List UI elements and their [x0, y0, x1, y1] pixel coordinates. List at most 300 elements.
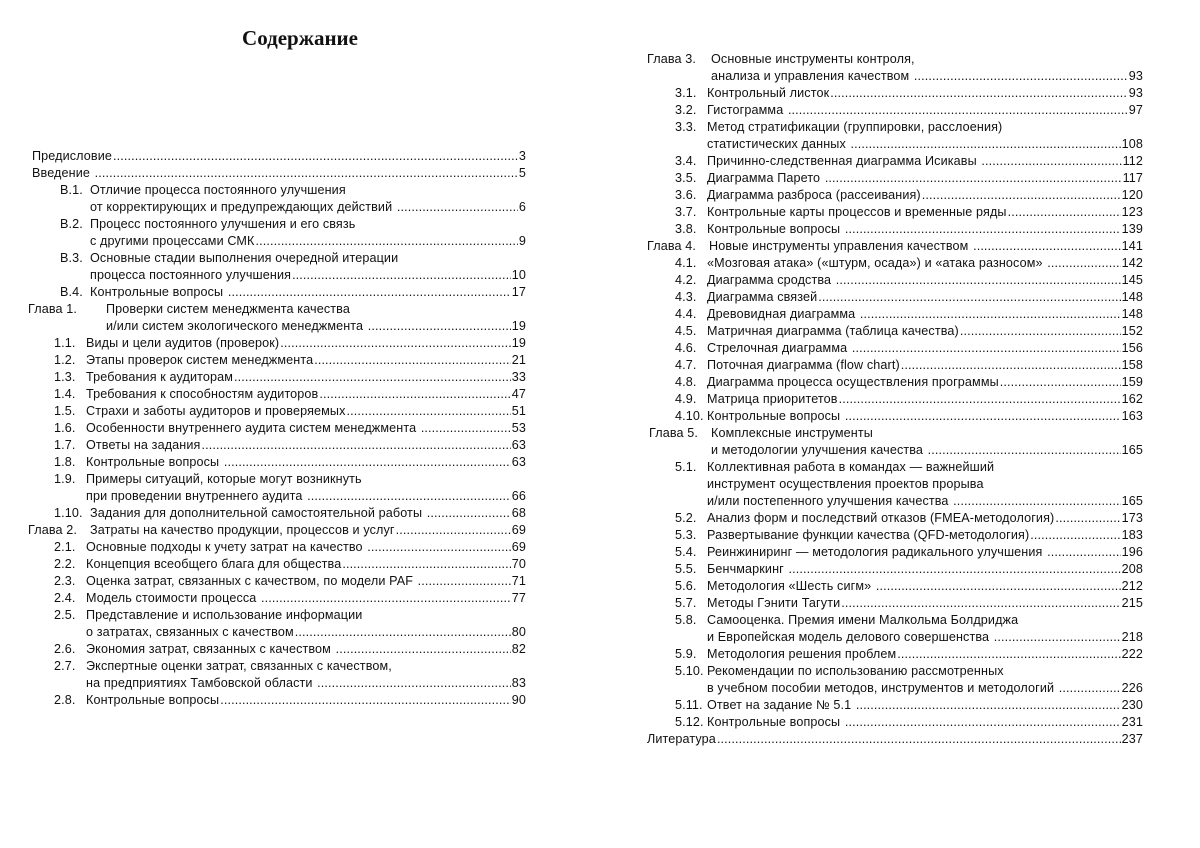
toc-entry-line: [675, 204, 1143, 221]
toc-entry: [647, 578, 1143, 595]
toc-entry-number: 1.2.: [54, 353, 76, 367]
toc-entry: [647, 272, 1143, 289]
dot-leader: [95, 165, 518, 182]
toc-entry-title: Предисловие: [32, 149, 113, 163]
toc-entry-title: Затраты на качество продукции, процессов и услуг: [90, 523, 395, 537]
toc-entry-line: [54, 658, 526, 675]
toc-entry-title: Реинжиниринг — методология радикального улучшения: [707, 545, 1047, 559]
toc-page-number: 63: [511, 455, 526, 469]
toc-entry-line: [54, 437, 526, 454]
toc-page-number: 19: [511, 336, 526, 350]
toc-page-number: 173: [1121, 511, 1143, 525]
toc-page-number: 5: [518, 166, 526, 180]
toc-page-number: 66: [511, 489, 526, 503]
dot-leader: [261, 590, 511, 607]
toc-entry-line: [675, 714, 1143, 731]
toc-entry: [647, 544, 1143, 561]
toc-entry-number: 5.11.: [675, 698, 703, 712]
toc-entry: [647, 459, 1143, 510]
dot-leader: [922, 187, 1121, 204]
dot-leader: [788, 561, 1120, 578]
toc-entry: [28, 539, 526, 556]
dot-leader: [839, 391, 1121, 408]
toc-entry-number: 3.8.: [675, 222, 697, 236]
toc-entry-number: 1.3.: [54, 370, 76, 384]
toc-entry: [647, 510, 1143, 527]
toc-entry: [647, 731, 1143, 748]
toc-entry: [647, 340, 1143, 357]
toc-entry-line: [675, 595, 1143, 612]
toc-entry-line: [54, 556, 526, 573]
dot-leader: [788, 102, 1128, 119]
toc-page-number: 148: [1121, 307, 1143, 321]
toc-entry-title: Древовидная диаграмма: [707, 307, 859, 321]
toc-entry-title: Экономия затрат, связанных с качеством: [86, 642, 335, 656]
toc-entry-line: [54, 335, 526, 352]
toc-entry: [647, 238, 1143, 255]
toc-entry-line: [675, 578, 1143, 595]
toc-entry: [28, 386, 526, 403]
dot-leader: [319, 386, 510, 403]
toc-entry-line: [54, 692, 526, 709]
toc-entry-number: 5.12.: [675, 715, 704, 729]
toc-entry-line: [675, 459, 1143, 476]
toc-entry-title: Контрольные вопросы: [86, 455, 223, 469]
toc-entry-number: Глава 2.: [28, 523, 77, 537]
toc-entry: [28, 369, 526, 386]
toc-entry-title: «Мозговая атака» («штурм, осада») и «атака разносом»: [707, 256, 1047, 270]
toc-entry: [28, 556, 526, 573]
toc-page-number: 9: [518, 234, 526, 248]
dot-leader: [418, 573, 511, 590]
toc-entry-title: с другими процессами СМК: [90, 234, 255, 248]
toc-entry-number: 1.4.: [54, 387, 76, 401]
toc-entry-number: 5.1.: [675, 460, 697, 474]
dot-leader: [717, 731, 1121, 748]
toc-entry: [28, 607, 526, 641]
toc-page-number: 70: [511, 557, 526, 571]
toc-entry-line: [647, 731, 1143, 748]
toc-entry-title: Рекомендации по использованию рассмотренных: [707, 664, 1004, 678]
toc-entry-title: Контрольные вопросы: [90, 285, 227, 299]
toc-entry: [647, 561, 1143, 578]
toc-entry: [647, 595, 1143, 612]
toc-entry-line: [675, 391, 1143, 408]
toc-entry-number: Глава 1.: [28, 302, 77, 316]
toc-entry: [28, 352, 526, 369]
toc-entry-number: В.3.: [60, 251, 83, 265]
toc-entry-title: Особенности внутреннего аудита систем менеджмента: [86, 421, 420, 435]
toc-entry-line: [675, 493, 1143, 510]
toc-page-number: 183: [1121, 528, 1143, 542]
toc-page-number: 112: [1122, 154, 1143, 168]
dot-leader: [897, 646, 1120, 663]
toc-page-number: 196: [1121, 545, 1143, 559]
dot-leader: [228, 284, 511, 301]
toc-page-number: 120: [1121, 188, 1143, 202]
toc-entry-title: от корректирующих и предупреждающих действий: [90, 200, 396, 214]
dot-leader: [367, 539, 510, 556]
dot-leader: [830, 85, 1128, 102]
toc-entry-line: [675, 187, 1143, 204]
dot-leader: [860, 306, 1121, 323]
toc-entry-line: [54, 590, 526, 607]
dot-leader: [851, 136, 1121, 153]
toc-entry-number: 4.9.: [675, 392, 697, 406]
toc-entry-line: [54, 539, 526, 556]
toc-entry-number: 3.3.: [675, 120, 697, 134]
toc-entry-title: Контрольные вопросы: [707, 409, 844, 423]
dot-leader: [818, 289, 1120, 306]
dot-leader: [307, 488, 511, 505]
toc-entry-title: Матрица приоритетов: [707, 392, 838, 406]
toc-entry-title: Требования к аудиторам: [86, 370, 233, 384]
dot-leader: [113, 148, 518, 165]
toc-entry-title: и методологии улучшения качества: [711, 443, 927, 457]
toc-entry-number: 4.8.: [675, 375, 697, 389]
toc-entry: [647, 527, 1143, 544]
toc-entry-number: 1.10.: [54, 506, 83, 520]
toc-entry-number: 1.6.: [54, 421, 76, 435]
toc-entry-title: Диаграмма связей: [707, 290, 818, 304]
toc-page-number: 90: [511, 693, 526, 707]
dot-leader: [421, 420, 511, 437]
toc-page-number: 156: [1121, 341, 1143, 355]
dot-leader: [336, 641, 511, 658]
toc-entry-line: [60, 216, 526, 233]
toc-entry: [647, 221, 1143, 238]
toc-entry-line: [54, 675, 526, 692]
toc-entry-number: 5.2.: [675, 511, 697, 525]
toc-entry-number: 5.7.: [675, 596, 697, 610]
toc-entry-line: [675, 85, 1143, 102]
toc-entry-line: [675, 663, 1143, 680]
dot-leader: [1059, 680, 1121, 697]
toc-entry-title: Проверки систем менеджмента качества: [106, 302, 350, 316]
dot-leader: [1047, 255, 1120, 272]
dot-leader: [317, 675, 511, 692]
dot-leader: [845, 408, 1121, 425]
toc-entry-number: 4.7.: [675, 358, 697, 372]
dot-leader: [224, 454, 511, 471]
toc-entry-line: [647, 51, 1143, 68]
toc-entry-line: [675, 646, 1143, 663]
toc-page-number: 97: [1128, 103, 1143, 117]
toc-entry: [647, 391, 1143, 408]
toc-page-number: 148: [1121, 290, 1143, 304]
toc-entry: [647, 408, 1143, 425]
toc-entry-number: Глава 4.: [647, 239, 696, 253]
toc-entry-title: Диаграмма Парето: [707, 171, 824, 185]
toc-entry-line: [54, 505, 526, 522]
toc-entry: [647, 425, 1143, 459]
toc-entry: [647, 374, 1143, 391]
toc-entry-line: [675, 408, 1143, 425]
toc-entry-number: 4.10.: [675, 409, 704, 423]
toc-right-column: [647, 51, 1143, 748]
toc-entry-title: Примеры ситуаций, которые могут возникнуть: [86, 472, 362, 486]
toc-entry-title: Представление и использование информации: [86, 608, 363, 622]
toc-entry-number: 1.5.: [54, 404, 76, 418]
toc-entry-title: Развертывание функции качества (QFD-методология): [707, 528, 1030, 542]
toc-entry-line: [675, 697, 1143, 714]
toc-entry: [28, 284, 526, 301]
dot-leader: [845, 221, 1121, 238]
toc-entry-title: Основные стадии выполнения очередной итерации: [90, 251, 399, 265]
toc-page-number: 158: [1121, 358, 1143, 372]
dot-leader: [1008, 204, 1121, 221]
toc-entry: [28, 335, 526, 352]
toc-entry-line: [675, 221, 1143, 238]
dot-leader: [1000, 374, 1121, 391]
toc-entry: [28, 301, 526, 335]
dot-leader: [1055, 510, 1120, 527]
toc-page-number: 117: [1122, 171, 1143, 185]
toc-page-number: 108: [1121, 137, 1143, 151]
toc-entry-number: В.1.: [60, 183, 83, 197]
toc-page-number: 93: [1128, 86, 1143, 100]
toc-entry-title: Контрольный листок: [707, 86, 830, 100]
toc-entry-number: 2.8.: [54, 693, 76, 707]
toc-entry-title: Стрелочная диаграмма: [707, 341, 851, 355]
toc-entry-number: 5.3.: [675, 528, 697, 542]
dot-leader: [255, 233, 517, 250]
toc-entry: [28, 573, 526, 590]
toc-entry-line: [54, 471, 526, 488]
toc-entry-title: Поточная диаграмма (flow chart): [707, 358, 900, 372]
toc-entry-line: [54, 641, 526, 658]
dot-leader: [234, 369, 511, 386]
toc-entry: [647, 612, 1143, 646]
dot-leader: [856, 697, 1121, 714]
toc-entry-line: [675, 306, 1143, 323]
toc-page-number: 162: [1121, 392, 1143, 406]
toc-entry-title: Гистограмма: [707, 103, 787, 117]
dot-leader: [314, 352, 511, 369]
toc-entry-title: и Европейская модель делового совершенства: [707, 630, 993, 644]
toc-entry-title: Экспертные оценки затрат, связанных с качеством,: [86, 659, 392, 673]
toc-entry-title: инструмент осуществления проектов прорыва: [707, 477, 984, 491]
toc-entry: [647, 102, 1143, 119]
toc-page-number: 165: [1121, 494, 1143, 508]
toc-entry-line: [675, 476, 1143, 493]
toc-entry: [647, 255, 1143, 272]
toc-entry-title: и/или постепенного улучшения качества: [707, 494, 953, 508]
toc-page-number: 231: [1121, 715, 1143, 729]
toc-entry-title: Ответы на задания: [86, 438, 201, 452]
toc-page-number: 237: [1121, 732, 1143, 746]
dot-leader: [994, 629, 1121, 646]
toc-entry-line: [54, 403, 526, 420]
toc-entry-number: 3.7.: [675, 205, 697, 219]
dot-leader: [342, 556, 510, 573]
toc-entry-number: 5.4.: [675, 545, 697, 559]
toc-entry: [647, 51, 1143, 85]
toc-entry-title: Этапы проверок систем менеджмента: [86, 353, 314, 367]
toc-entry-line: [649, 442, 1143, 459]
toc-entry-number: 3.1.: [675, 86, 697, 100]
toc-entry-title: в учебном пособии методов, инструментов и методологий: [707, 681, 1058, 695]
toc-page-number: 139: [1121, 222, 1143, 236]
toc-entry: [28, 148, 526, 165]
toc-entry-line: [54, 352, 526, 369]
toc-entry-title: Задания для дополнительной самостоятельной работы: [90, 506, 426, 520]
toc-entry: [647, 646, 1143, 663]
toc-page-number: 63: [511, 438, 526, 452]
toc-entry-line: [675, 527, 1143, 544]
toc-page-number: 53: [511, 421, 526, 435]
toc-entry-line: [675, 170, 1143, 187]
toc-page-number: 145: [1121, 273, 1143, 287]
toc-entry: [28, 165, 526, 182]
toc-left-column: [28, 148, 526, 709]
toc-page-number: 82: [511, 642, 526, 656]
dot-leader: [825, 170, 1122, 187]
dot-leader: [1030, 527, 1120, 544]
toc-entry: [28, 692, 526, 709]
toc-entry: [28, 590, 526, 607]
toc-entry-line: [675, 544, 1143, 561]
toc-entry-number: 3.6.: [675, 188, 697, 202]
dot-leader: [960, 323, 1121, 340]
toc-entry-number: Глава 3.: [647, 52, 696, 66]
toc-entry: [647, 357, 1143, 374]
toc-entry-line: [54, 488, 526, 505]
toc-entry-number: В.2.: [60, 217, 83, 231]
dot-leader: [901, 357, 1121, 374]
toc-entry-number: 5.9.: [675, 647, 697, 661]
dot-leader: [836, 272, 1121, 289]
toc-entry-line: [60, 250, 526, 267]
toc-entry-line: [54, 386, 526, 403]
toc-entry-line: [54, 607, 526, 624]
toc-entry-title: и/или систем экологического менеджмента: [106, 319, 367, 333]
dot-leader: [973, 238, 1121, 255]
toc-entry-title: Методология «Шесть сигм»: [707, 579, 875, 593]
toc-entry-number: 4.1.: [675, 256, 697, 270]
toc-entry-title: Самооценка. Премия имени Малкольма Болдриджа: [707, 613, 1019, 627]
toc-page-number: 83: [511, 676, 526, 690]
toc-entry-title: Диаграмма сродства: [707, 273, 835, 287]
toc-entry: [647, 187, 1143, 204]
toc-page-number: 226: [1121, 681, 1143, 695]
toc-entry-number: 5.6.: [675, 579, 697, 593]
toc-entry-title: Контрольные вопросы: [86, 693, 220, 707]
toc-entry-title: Причинно-следственная диаграмма Исикавы: [707, 154, 981, 168]
toc-entry-line: [32, 165, 526, 182]
toc-entry-line: [60, 233, 526, 250]
toc-entry-number: 5.5.: [675, 562, 697, 576]
toc-entry-number: 4.6.: [675, 341, 697, 355]
toc-entry-number: Глава 5.: [649, 426, 698, 440]
dot-leader: [220, 692, 511, 709]
toc-entry: [647, 289, 1143, 306]
toc-entry-line: [54, 573, 526, 590]
toc-page-number: 77: [511, 591, 526, 605]
toc-page-number: 212: [1121, 579, 1143, 593]
toc-entry-line: [60, 199, 526, 216]
toc-entry-title: Страхи и заботы аудиторов и проверяемых: [86, 404, 346, 418]
toc-entry-line: [675, 136, 1143, 153]
toc-entry-title: на предприятиях Тамбовской области: [86, 676, 317, 690]
toc-entry-title: Комплексные инструменты: [711, 426, 873, 440]
dot-leader: [953, 493, 1120, 510]
dot-leader: [201, 437, 510, 454]
toc-entry-title: Контрольные карты процессов и временные ряды: [707, 205, 1007, 219]
toc-entry-line: [60, 182, 526, 199]
toc-entry-line: [675, 680, 1143, 697]
toc-entry-line: [675, 323, 1143, 340]
toc-entry-title: Метод стратификации (группировки, расслоения): [707, 120, 1003, 134]
toc-entry-line: [675, 272, 1143, 289]
toc-entry: [647, 119, 1143, 153]
toc-entry-number: 1.1.: [54, 336, 76, 350]
toc-entry-number: 4.2.: [675, 273, 697, 287]
toc-page-number: 69: [511, 523, 526, 537]
toc-entry-title: анализа и управления качеством: [711, 69, 913, 83]
toc-entry-line: [647, 68, 1143, 85]
toc-entry-title: Диаграмма процесса осуществления программы: [707, 375, 999, 389]
toc-entry: [28, 471, 526, 505]
toc-entry-line: [32, 148, 526, 165]
toc-entry-number: 4.4.: [675, 307, 697, 321]
toc-page-number: 68: [511, 506, 526, 520]
toc-entry-line: [54, 624, 526, 641]
toc-page-number: 93: [1128, 69, 1143, 83]
toc-entry-line: [54, 420, 526, 437]
toc-entry: [28, 522, 526, 539]
toc-entry-title: Контрольные вопросы: [707, 715, 844, 729]
toc-entry: [647, 170, 1143, 187]
toc-entry: [647, 714, 1143, 731]
toc-entry-title: Диаграмма разброса (рассеивания): [707, 188, 921, 202]
toc-entry-line: [675, 629, 1143, 646]
dot-leader: [368, 318, 511, 335]
toc-entry-number: 2.6.: [54, 642, 76, 656]
toc-page-number: 21: [511, 353, 526, 367]
dot-leader: [292, 267, 511, 284]
toc-entry: [647, 697, 1143, 714]
toc-entry: [28, 437, 526, 454]
toc-entry-title: Модель стоимости процесса: [86, 591, 261, 605]
toc-entry-number: 1.7.: [54, 438, 76, 452]
toc-entry-number: 2.4.: [54, 591, 76, 605]
dot-leader: [427, 505, 511, 522]
toc-entry-number: 5.10.: [675, 664, 704, 678]
toc-entry-number: 2.1.: [54, 540, 76, 554]
toc-page-number: 222: [1121, 647, 1143, 661]
dot-leader: [845, 714, 1121, 731]
toc-page-number: 230: [1121, 698, 1143, 712]
toc-entry-number: 2.5.: [54, 608, 76, 622]
toc-entry-title: Новые инструменты управления качеством: [709, 239, 973, 253]
toc-page-number: 71: [511, 574, 526, 588]
toc-entry-number: 2.7.: [54, 659, 76, 673]
dot-leader: [280, 335, 511, 352]
toc-entry-title: Матричная диаграмма (таблица качества): [707, 324, 959, 338]
toc-entry-line: [647, 238, 1143, 255]
toc-page-number: 3: [518, 149, 526, 163]
toc-entry-title: Анализ форм и последствий отказов (FMEA-методология): [707, 511, 1055, 525]
toc-entry-number: 4.5.: [675, 324, 697, 338]
dot-leader: [914, 68, 1128, 85]
toc-entry-number: 3.4.: [675, 154, 697, 168]
toc-entry-title: Контрольные вопросы: [707, 222, 844, 236]
toc-entry-line: [675, 612, 1143, 629]
toc-page-number: 163: [1121, 409, 1143, 423]
dot-leader: [928, 442, 1121, 459]
toc-page-number: 142: [1121, 256, 1143, 270]
